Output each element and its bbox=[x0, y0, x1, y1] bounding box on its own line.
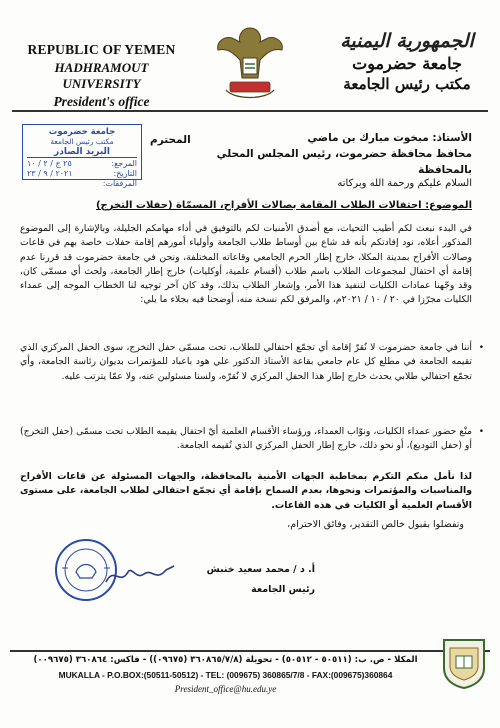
bullet-item-1-text: أننا في جامعة حضرموت لا نُقرّ إقامة أي تجمّع احتفالي للطلاب، تحت مسمّى حفل التخرج، سوى الحفل المركزي الذي تقيمه الجامعة في مطلع كل عام جامعي بقاعة الأستاذ الدكتور علي هود باعباد للمؤتمرات بديوان رئاسة الجامعة، وأي تجمّع احتفالي طلابي يحدث خارج إطار هذا الحفل المركزي لا نُقرّه، ولسنا مسئولين عنه، ولا عمّا يترتب عليه. bbox=[20, 342, 472, 382]
outgoing-mail-stamp bbox=[22, 124, 142, 188]
addressee-block bbox=[172, 130, 472, 178]
signer-name: أ. د / محمد سعيد خنبش bbox=[206, 564, 315, 575]
university-name-ar: جامعة حضرموت bbox=[352, 54, 462, 73]
stamp-date-row bbox=[27, 169, 137, 179]
arabic-letterhead bbox=[322, 30, 492, 93]
stamp-office: مكتب رئيس الجامعة bbox=[50, 137, 114, 146]
stamp-attach-label: المرفقات: bbox=[102, 179, 137, 188]
university-name-en: HADHRAMOUT UNIVERSITY bbox=[54, 60, 149, 91]
footer-contact-ar: المكلا - ص. ب: (٥٠٥١١ - ٥٠٥١٢) - تحويلة (٣٦٠٨٦٥/٧/٨ (٠٩٦٧٥)) - فاكس: ٣٦٠٨٦٤ (٠٠٩٦٧٥) bbox=[33, 655, 418, 665]
stamp-ref-label: المرجع: bbox=[111, 159, 137, 168]
stamp-ref-row bbox=[27, 159, 137, 169]
office-name-ar: مكتب رئيس الجامعة bbox=[343, 75, 471, 93]
bullet-item-1 bbox=[20, 341, 484, 384]
stamp-date-value: ٢٠٢١ / ٩ / ٢٣ bbox=[27, 169, 73, 178]
bullet-icon: • bbox=[478, 427, 484, 437]
header-divider bbox=[12, 110, 488, 112]
country-name-en: REPUBLIC OF YEMEN bbox=[27, 42, 176, 57]
footer-email: President_office@hu.edu.ye bbox=[174, 684, 277, 694]
signer-title: رئيس الجامعة bbox=[251, 584, 315, 595]
office-name-en: President's office bbox=[53, 94, 150, 109]
signer-block bbox=[145, 560, 315, 600]
footer-divider bbox=[10, 650, 490, 652]
stamp-university: جامعة حضرموت bbox=[48, 127, 116, 137]
closing-line: وتفضلوا بقبول خالص التقدير، وفائق الاحترام، bbox=[287, 519, 464, 530]
yemen-eagle-emblem-icon bbox=[212, 20, 288, 106]
stamp-attach-row bbox=[27, 179, 137, 189]
stamp-title: البريد الصادر bbox=[27, 147, 137, 158]
university-logo-icon bbox=[440, 634, 488, 690]
bullet-item-2-text: منْع حضور عمداء الكليات، ونوّاب العمداء، ورؤساء الأقسام العلمية أيّ احتفال يقيمه الطلاب تحت مسمّى (حفل التخرج) أو (حفل التوديع)، أو نحو ذلك، خارج إطار الحفل المركزي الذي تُقيمه الجامعة. bbox=[20, 426, 472, 452]
subject-line: الموضوع: احتفالات الطلاب المقامة بصالات الأفراح، المسمّاة (حفلات التخرج) bbox=[95, 200, 472, 211]
stamp-ref-value: ٢٥ ج / ٢ / ١٠ bbox=[27, 159, 72, 168]
body-paragraph-1: في البدء نبعث لكم أطيب التحيات، مع أصدق الأمنيات لكم بالتوفيق في أداء مهامكم الجليلة، وبالإشارة إلى الموضوع المذكور أعلاه، نود إفادتكم بأنه قد شاع بين أوساط طلاب الجامعة وأولياء أمورهم إقامة حفلات خاصة بهم في قاعات وصالات الأفراح بمدينة المكلا، خارج إطار الحرم الجامعي وقاعاته المختلفة، ونحن في جامعة حضرموت قد قررنا عدم إقامة أي احتفال لمجموعات الطلاب باسم طلاب (أقسام علمية، أوكليات) خارج إطار الجامعة، ولحث أي مسمّى كان، وقد وجّهنا عمادات الكليات لتنفيذ هذا الأمر، وإشعار الطلاب بذلك، وقد كان آخر توجيه لنا الخطاب الموجه إلى عمداء الكليات مجرّزا في ٢٠ / ١٠ / ٢٠٢١م، والمرفق لكم نسخة منه، أوضحنا فيه بجلاء ما يلي: bbox=[20, 223, 472, 306]
stamp-date-label: التاريخ: bbox=[113, 169, 137, 178]
footer-contact-en: MUKALLA - P.O.BOX:(50511-50512) - TEL: (009675) 360865/7/8 - FAX:(009675)360864 bbox=[58, 670, 393, 680]
country-name-ar: الجمهورية اليمنية bbox=[340, 30, 474, 52]
greeting: السلام عليكم ورحمة الله وبركاته bbox=[337, 178, 472, 189]
body-paragraph-request: لذا نأمل منكم التكرم بمخاطبة الجهات الأمنية بالمحافظة، والجهات المسئولة عن قاعات الأفراح والمناسبات والمؤتمرات ونحوها، بعدم السماح بإقامة أي تجمّع احتفالي لطلاب الجامعة، على مستوى الأقسام العلمية أو الكليات في هذه القاعات. bbox=[20, 471, 472, 511]
english-letterhead bbox=[14, 42, 189, 110]
salutation: المحترم bbox=[150, 134, 191, 146]
addressee-name: الأستاذ: مبخوت مبارك بن ماضي bbox=[307, 132, 472, 144]
bullet-icon: • bbox=[478, 343, 484, 353]
addressee-title: محافظ محافظة حضرموت، رئيس المجلس المحلي بالمحافظة bbox=[216, 148, 472, 176]
bullet-item-2 bbox=[20, 425, 484, 454]
